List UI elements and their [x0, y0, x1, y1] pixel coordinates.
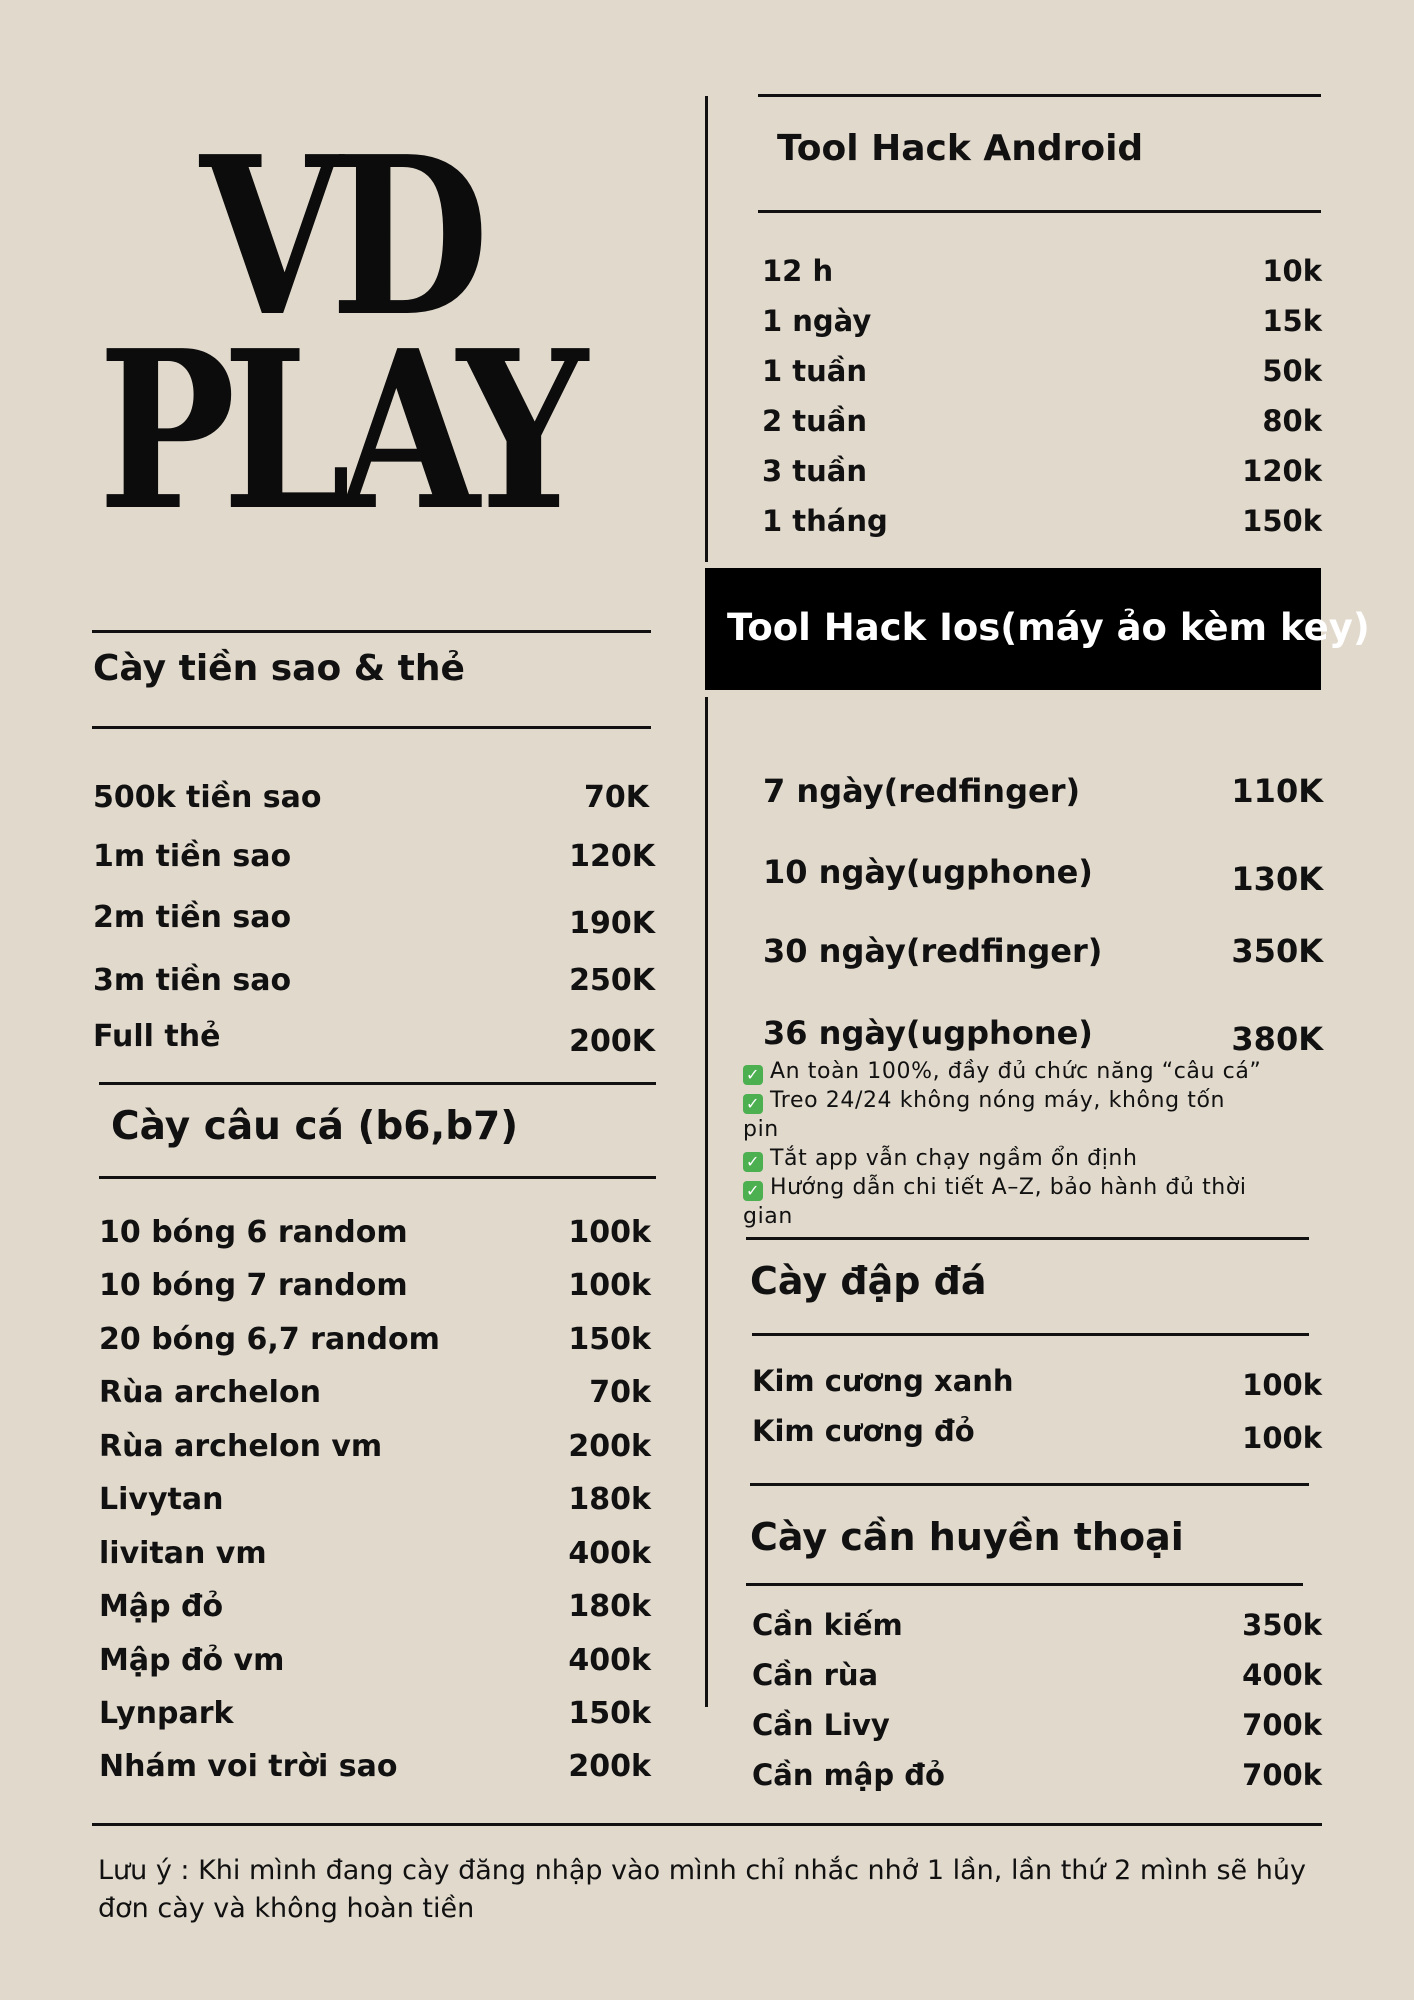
- item-label: Cần mập đỏ: [752, 1758, 945, 1792]
- item-price: 100k: [1242, 1368, 1322, 1402]
- feature-note-text: Tắt app vẫn chạy ngầm ổn định: [770, 1146, 1138, 1171]
- rod-rule-top: [750, 1483, 1309, 1486]
- rock-title: Cày đập đá: [750, 1259, 987, 1303]
- list-item: [99, 1693, 651, 1733]
- item-label: 1 tháng: [762, 504, 888, 538]
- list-item: [752, 1412, 1322, 1455]
- item-label: Cần Livy: [752, 1708, 890, 1742]
- item-label: Mập đỏ vm: [99, 1642, 285, 1678]
- item-price: 100k: [568, 1214, 651, 1250]
- list-item: [99, 1533, 651, 1573]
- item-label: 1 ngày: [762, 304, 872, 338]
- rock-rule-top: [746, 1237, 1309, 1240]
- item-price: 190K: [569, 905, 655, 941]
- item-label: Mập đỏ: [99, 1588, 224, 1624]
- feature-note: [743, 1057, 1303, 1086]
- list-item: [752, 1362, 1322, 1400]
- list-item: [99, 1265, 651, 1305]
- item-label: 20 bóng 6,7 random: [99, 1321, 440, 1357]
- item-label: 500k tiền sao: [93, 779, 322, 815]
- item-price: 110K: [1231, 772, 1323, 810]
- android-rule-bottom: [758, 210, 1321, 213]
- fishing-rule-bottom: [99, 1176, 656, 1179]
- item-label: 2m tiền sao: [93, 899, 292, 935]
- list-item: [99, 1479, 651, 1519]
- item-label: 10 ngày(ugphone): [763, 853, 1093, 891]
- footer-rule: [92, 1823, 1322, 1826]
- list-item: [93, 897, 655, 941]
- item-price: 250K: [569, 962, 655, 998]
- feature-note: [743, 1144, 1303, 1173]
- list-item: [763, 770, 1323, 812]
- fishing-rule-top: [99, 1082, 656, 1085]
- rock-rule-bottom: [752, 1333, 1309, 1336]
- item-label: Rùa archelon: [99, 1374, 321, 1410]
- list-item: [93, 960, 655, 1000]
- check-icon: ✓: [743, 1152, 763, 1172]
- item-price: 80k: [1262, 404, 1322, 438]
- item-label: Kim cương xanh: [752, 1364, 1014, 1398]
- item-label: 2 tuần: [762, 404, 867, 438]
- item-label: 3m tiền sao: [93, 962, 292, 998]
- divider-vertical-bottom: [705, 697, 708, 1707]
- list-item: [99, 1212, 651, 1252]
- item-price: 350K: [1231, 932, 1323, 970]
- footer-note: Lưu ý : Khi mình đang cày đăng nhập vào mình chỉ nhắc nhở 1 lần, lần thứ 2 mình sẽ hủy đơn cày và không hoàn tiền: [98, 1855, 1306, 1924]
- stars-rule-bottom: [92, 726, 651, 729]
- list-item: [93, 777, 649, 817]
- item-price: 700k: [1242, 1708, 1322, 1742]
- item-label: Full thẻ: [93, 1018, 221, 1054]
- item-price: 150k: [1242, 504, 1322, 538]
- item-label: 7 ngày(redfinger): [763, 772, 1081, 810]
- item-price: 200k: [568, 1428, 651, 1464]
- list-item: [752, 1656, 1322, 1694]
- check-icon: ✓: [743, 1094, 763, 1114]
- item-price: 400k: [568, 1642, 651, 1678]
- item-label: 10 bóng 7 random: [99, 1267, 408, 1303]
- logo-vd: VD: [200, 109, 478, 365]
- ios-title: Tool Hack Ios(máy ảo kèm key): [727, 606, 1370, 649]
- rod-rule-bottom: [746, 1583, 1303, 1586]
- item-price: 120K: [569, 838, 655, 874]
- item-label: 36 ngày(ugphone): [763, 1014, 1093, 1052]
- divider-vertical-top: [705, 96, 708, 562]
- list-item: [762, 452, 1322, 490]
- list-item: [99, 1426, 651, 1466]
- item-label: 3 tuần: [762, 454, 867, 488]
- list-item: [99, 1319, 651, 1359]
- item-price: 400k: [1242, 1658, 1322, 1692]
- feature-note-text: Hướng dẫn chi tiết A–Z, bảo hành đủ thời gian: [743, 1175, 1247, 1229]
- fishing-title: Cày câu cá (b6,b7): [111, 1104, 519, 1149]
- item-price: 700k: [1242, 1758, 1322, 1792]
- list-item: [93, 836, 655, 876]
- stars-title: Cày tiền sao & thẻ: [93, 648, 465, 689]
- item-price: 130K: [1231, 860, 1323, 898]
- logo-play: PLAY: [98, 303, 575, 559]
- list-item: [99, 1586, 651, 1626]
- list-item: [762, 302, 1322, 340]
- check-icon: ✓: [743, 1181, 763, 1201]
- list-item: [752, 1756, 1322, 1794]
- item-label: Kim cương đỏ: [752, 1414, 975, 1448]
- item-label: 1m tiền sao: [93, 838, 292, 874]
- feature-note-text: An toàn 100%, đầy đủ chức năng “câu cá”: [770, 1059, 1262, 1084]
- item-price: 100k: [1242, 1421, 1322, 1455]
- list-item: [762, 352, 1322, 390]
- item-price: 200k: [568, 1748, 651, 1784]
- feature-note-text: Treo 24/24 không nóng máy, không tốn pin: [743, 1088, 1226, 1142]
- item-label: Livytan: [99, 1481, 224, 1517]
- list-item: [93, 1016, 655, 1059]
- item-label: 12 h: [762, 254, 834, 288]
- item-price: 180k: [568, 1481, 651, 1517]
- item-price: 380K: [1231, 1020, 1323, 1058]
- list-item: [763, 851, 1323, 898]
- list-item: [762, 252, 1322, 290]
- list-item: [752, 1606, 1322, 1644]
- list-item: [762, 402, 1322, 440]
- item-label: livitan vm: [99, 1535, 267, 1571]
- android-rule-top: [758, 94, 1321, 97]
- list-item: [99, 1746, 651, 1786]
- item-price: 100k: [568, 1267, 651, 1303]
- list-item: [99, 1372, 651, 1412]
- item-price: 150k: [568, 1321, 651, 1357]
- item-label: Cần rùa: [752, 1658, 879, 1692]
- item-price: 70K: [584, 779, 649, 815]
- item-price: 70k: [589, 1374, 651, 1410]
- item-label: 30 ngày(redfinger): [763, 932, 1103, 970]
- item-label: 1 tuần: [762, 354, 867, 388]
- item-price: 50k: [1262, 354, 1322, 388]
- item-price: 200K: [569, 1023, 655, 1059]
- list-item: [763, 1012, 1323, 1058]
- item-label: Cần kiếm: [752, 1608, 903, 1642]
- item-label: Rùa archelon vm: [99, 1428, 383, 1464]
- list-item: [763, 930, 1323, 972]
- ios-title-banner: [705, 568, 1370, 690]
- item-price: 120k: [1242, 454, 1322, 488]
- item-label: Nhám voi trời sao: [99, 1748, 398, 1784]
- list-item: [99, 1640, 651, 1680]
- feature-note: [743, 1086, 1263, 1144]
- list-item: [752, 1706, 1322, 1744]
- item-price: 15k: [1262, 304, 1322, 338]
- item-price: 400k: [568, 1535, 651, 1571]
- list-item: [762, 502, 1322, 540]
- check-icon: ✓: [743, 1065, 763, 1085]
- rod-title: Cày cần huyền thoại: [750, 1515, 1184, 1559]
- item-price: 150k: [568, 1695, 651, 1731]
- item-price: 350k: [1242, 1608, 1322, 1642]
- item-label: 10 bóng 6 random: [99, 1214, 408, 1250]
- item-price: 10k: [1262, 254, 1322, 288]
- android-title: Tool Hack Android: [777, 128, 1144, 169]
- feature-note: [743, 1173, 1263, 1231]
- item-price: 180k: [568, 1588, 651, 1624]
- stars-rule-top: [92, 630, 651, 633]
- item-label: Lynpark: [99, 1695, 234, 1731]
